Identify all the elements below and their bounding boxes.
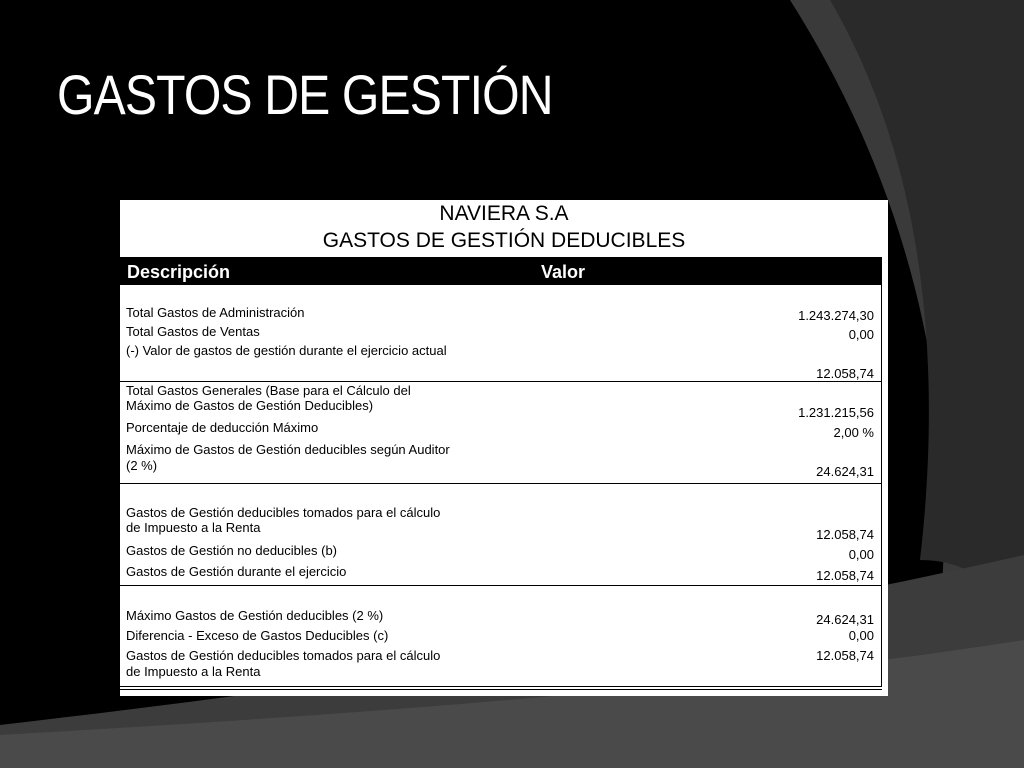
row-value: 0,00 bbox=[848, 628, 874, 643]
row-value: 12.058,74 bbox=[816, 568, 874, 583]
row-value: 2,00 % bbox=[833, 425, 874, 440]
table-header bbox=[120, 257, 882, 285]
section-divider bbox=[120, 585, 882, 586]
section-divider bbox=[120, 483, 882, 484]
company-name: NAVIERA S.A bbox=[439, 202, 569, 225]
row-description: Diferencia - Exceso de Gastos Deducibles (c) bbox=[126, 628, 389, 643]
row-description: Máximo de Gastos de Gestión deducibles según Auditor bbox=[126, 442, 450, 457]
row-description-continued: de Impuesto a la Renta bbox=[126, 664, 261, 679]
row-description: Total Gastos de Ventas bbox=[126, 324, 260, 339]
row-description-continued: (2 %) bbox=[126, 458, 158, 473]
row-value: 1.231.215,56 bbox=[798, 405, 874, 420]
row-value: 0,00 bbox=[848, 327, 874, 342]
row-value: 12.058,74 bbox=[816, 366, 874, 381]
row-value: 24.624,31 bbox=[816, 464, 874, 479]
row-description: (-) Valor de gastos de gestión durante el ejercicio actual bbox=[126, 343, 447, 358]
row-value: 12.058,74 bbox=[816, 527, 874, 542]
table-bottom-border bbox=[120, 686, 882, 690]
row-description-continued: de Impuesto a la Renta bbox=[126, 520, 261, 535]
expense-table-image bbox=[120, 200, 888, 696]
row-description: Total Gastos Generales (Base para el Cálculo del bbox=[126, 383, 411, 398]
column-header-value: Valor bbox=[541, 262, 586, 282]
table-right-border bbox=[881, 257, 882, 687]
row-value: 1.243.274,30 bbox=[798, 308, 874, 323]
row-value: 12.058,74 bbox=[816, 648, 874, 663]
section-divider bbox=[120, 381, 882, 382]
row-description: Gastos de Gestión deducibles tomados para el cálculo bbox=[126, 505, 441, 520]
row-description: Gastos de Gestión durante el ejercicio bbox=[126, 564, 347, 579]
column-header-description: Descripción bbox=[127, 262, 231, 282]
table-title: GASTOS DE GESTIÓN DEDUCIBLES bbox=[322, 229, 686, 252]
row-value: 0,00 bbox=[848, 547, 874, 562]
slide-title: GASTOS DE GESTIÓN bbox=[57, 63, 553, 126]
row-description: Porcentaje de deducción Máximo bbox=[126, 420, 319, 435]
row-description: Total Gastos de Administración bbox=[126, 305, 305, 320]
row-value: 24.624,31 bbox=[816, 612, 874, 627]
row-description-continued: Máximo de Gastos de Gestión Deducibles) bbox=[126, 398, 374, 413]
row-description: Máximo Gastos de Gestión deducibles (2 %) bbox=[126, 608, 384, 623]
row-description: Gastos de Gestión no deducibles (b) bbox=[126, 543, 338, 558]
row-description: Gastos de Gestión deducibles tomados para el cálculo bbox=[126, 648, 441, 663]
